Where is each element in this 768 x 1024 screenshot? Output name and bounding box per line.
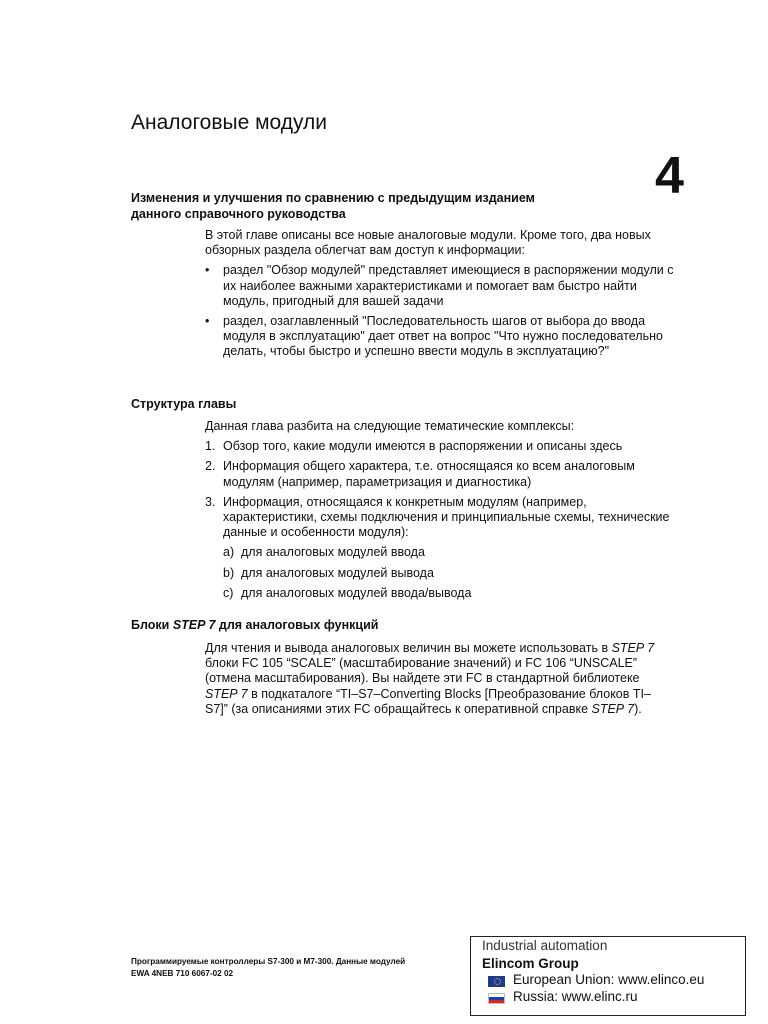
section-heading-changes bbox=[131, 190, 535, 222]
item-text: для аналоговых модулей ввода/вывода bbox=[241, 585, 472, 600]
section-heading-step7 bbox=[131, 617, 378, 633]
bullet-mark: • bbox=[205, 263, 210, 278]
heading-text: Блоки bbox=[131, 618, 173, 632]
ad-company-group: Group bbox=[534, 956, 579, 971]
item-number: 1. bbox=[205, 439, 216, 454]
intro-paragraph: В этой главе описаны все новые аналоговые модули. Кроме того, два новых обзорных раздела облегчат вам доступ к информации: bbox=[205, 228, 651, 258]
item-text: Информация, относящаяся к конкретным модулям (например, характеристики, схемы подключения и принципиальные схемы, технические данные и особенности модуля): bbox=[223, 494, 670, 540]
chapter-title: Аналоговые модули bbox=[131, 111, 328, 134]
ad-company bbox=[482, 956, 579, 971]
list-item bbox=[205, 495, 675, 541]
ad-ru-link[interactable]: Russia: www.elinc.ru bbox=[513, 989, 638, 1004]
ad-eu-link[interactable]: European Union: www.elinco.eu bbox=[513, 972, 705, 987]
item-letter: c) bbox=[223, 585, 234, 600]
sub-list-item bbox=[205, 566, 675, 581]
item-text: Обзор того, какие модули имеются в распоряжении и описаны здесь bbox=[223, 439, 623, 454]
list-item bbox=[205, 439, 675, 454]
item-letter: b) bbox=[223, 565, 235, 580]
eu-flag-icon bbox=[488, 976, 505, 987]
item-text: для аналоговых модулей ввода bbox=[241, 545, 425, 560]
item-text: для аналоговых модулей вывода bbox=[241, 565, 434, 580]
section-heading-line: данного справочного руководства bbox=[131, 207, 346, 221]
heading-text: для аналоговых функций bbox=[215, 618, 379, 632]
list-item bbox=[205, 459, 675, 489]
sub-list-item bbox=[205, 545, 675, 560]
item-number: 2. bbox=[205, 459, 216, 474]
chapter-number: 4 bbox=[655, 147, 684, 205]
paragraph-text: Для чтения и вывода аналоговых величин вы можете использовать в bbox=[205, 641, 609, 655]
footer-line: EWA 4NEB 710 6067-02 02 bbox=[131, 969, 234, 978]
step7-emphasis: STEP 7 bbox=[591, 701, 635, 716]
item-number: 3. bbox=[205, 494, 216, 509]
paragraph-text: ). bbox=[634, 701, 642, 716]
step7-paragraph bbox=[205, 641, 665, 717]
step7-emphasis: STEP 7 bbox=[205, 686, 248, 701]
watermark-ad-box bbox=[470, 936, 746, 1016]
section-structure-body bbox=[205, 419, 675, 601]
russia-flag-icon bbox=[488, 993, 505, 1004]
section-changes-body bbox=[205, 228, 675, 360]
footer-line: Программируемые контроллеры S7-300 и M7-300. Данные модулей bbox=[131, 957, 406, 966]
sub-list-item bbox=[205, 586, 675, 601]
ad-tagline: Industrial automation bbox=[482, 938, 608, 953]
section-heading-line: Изменения и улучшения по сравнению с предыдущим изданием bbox=[131, 191, 535, 205]
paragraph-text: блоки FC 105 “SCALE” (масштабирование значений) и FC 106 “UNSCALE” (отмена масштабирования). Вы найдете эти FC в стандартной библиотеке bbox=[205, 656, 640, 686]
section-heading-structure: Структура главы bbox=[131, 397, 237, 411]
list-item bbox=[205, 263, 675, 309]
step7-emphasis: STEP 7 bbox=[611, 641, 655, 655]
heading-step7-emphasis: STEP 7 bbox=[172, 618, 216, 632]
item-letter: a) bbox=[223, 545, 235, 560]
paragraph-text: в подкаталоге “TI–S7–Converting Blocks [Преобразование блоков TI–S7]” (за описаниями этих FC обращайтесь к оперативной справке bbox=[205, 686, 651, 716]
intro-paragraph: Данная глава разбита на следующие тематические комплексы: bbox=[205, 419, 575, 433]
page-footer bbox=[131, 956, 405, 980]
bullet-text: раздел, озаглавленный "Последовательность шагов от выбора до ввода модуля в эксплуатацию" дает ответ на вопрос "Что нужно последовательно делать, чтобы быстро и успешно ввести модуль в эксплуатацию?" bbox=[223, 314, 663, 359]
bullet-mark: • bbox=[205, 314, 210, 329]
section-step7-body bbox=[205, 641, 665, 717]
bullet-text: раздел "Обзор модулей" представляет имеющиеся в распоряжении модули с их наиболее важными характеристиками и помогает вам быстро найти модуль, пригодный для вашей задачи bbox=[223, 263, 674, 308]
item-text: Информация общего характера, т.е. относящаяся ко всем аналоговым модулям (например, параметризация и диагностика) bbox=[223, 459, 635, 489]
ad-company-name: Elincom bbox=[482, 956, 535, 971]
list-item bbox=[205, 314, 675, 360]
